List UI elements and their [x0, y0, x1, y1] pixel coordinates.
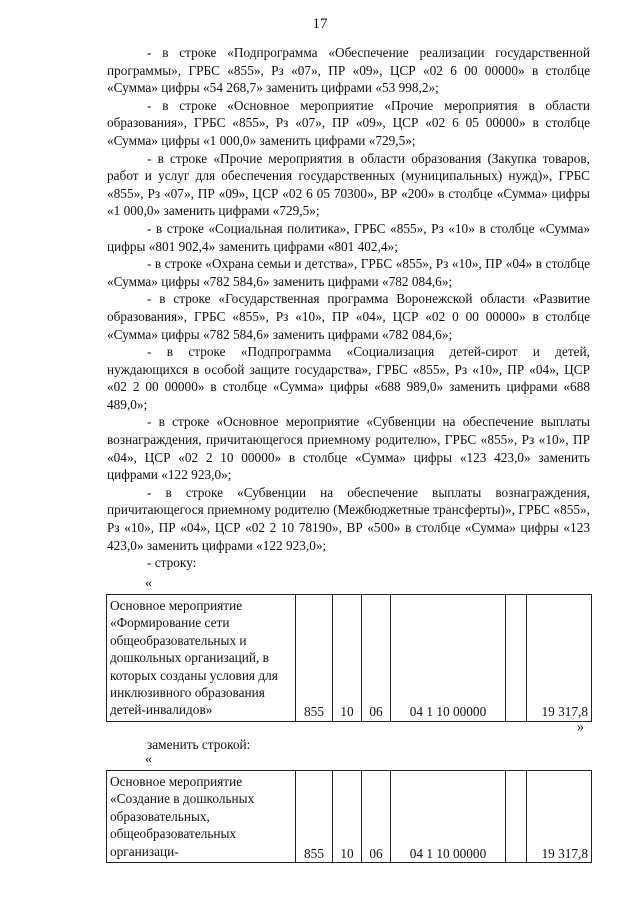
rz-cell: 10 [333, 771, 362, 863]
vr-cell [506, 771, 527, 863]
paragraph: - в строке «Охрана семьи и детства», ГРБС «855», Рз «10», ПР «04» в столбце «Сумма» цифры «782 584,6» заменить цифрами «782 084,6»; [107, 256, 590, 289]
grbs-cell: 855 [296, 771, 333, 863]
replace-label: заменить строкой: [147, 737, 251, 752]
table-row [107, 595, 592, 722]
sum-cell: 19 317,8 [527, 595, 592, 722]
csr-cell: 04 1 10 00000 [391, 771, 506, 863]
page-number: 17 [312, 16, 328, 32]
pr-cell: 06 [362, 595, 391, 722]
body-text [107, 44, 590, 572]
paragraph: - в строке «Прочие мероприятия в области образования (Закупка товаров, работ и услуг для обеспечения государственных (муниципальных) нужд)», ГРБС «855», Рз «07», ПР «09», ЦСР «02 6 05 70300», ВР «200» в столбце «Сумма» цифры «1 000,0» заменить цифрами «729,5»; [107, 150, 590, 219]
pr-cell: 06 [362, 771, 391, 863]
new-row-table [106, 770, 592, 863]
paragraph: - в строке «Подпрограмма «Обеспечение реализации государственной программы», ГРБС «855», Рз «07», ПР «09», ЦСР «02 6 00 00000» в столбце «Сумма» цифры «54 268,7» заменить цифрами «53 998,2»; [107, 45, 590, 96]
table-row [107, 771, 592, 863]
row-name-cell: Основное мероприятие «Формирование сети общеобразовательных и дошкольных организаций, в которых созданы условия для инклюзивного образования детей-инвалидов» [107, 595, 296, 722]
old-row-table [106, 594, 592, 722]
paragraph: - в строке «Основное мероприятие «Прочие мероприятия в области образования», ГРБС «855», Рз «07», ПР «09», ЦСР «02 6 05 00000» в столбце «Сумма» цифры «1 000,0» заменить цифрами «729,5»; [107, 97, 590, 148]
rz-cell: 10 [333, 595, 362, 722]
paragraph: - в строке «Социальная политика», ГРБС «855», Рз «10» в столбце «Сумма» цифры «801 902,4» заменить цифрами «801 402,4»; [107, 220, 590, 254]
stroku-label: - строку: [147, 555, 197, 571]
paragraph: - в строке «Подпрограмма «Социализация детей-сирот и детей, нуждающихся в особой защите государства», ГРБС «855», Рз «10», ПР «04», ЦСР «02 2 00 00000» в столбце «Сумма» цифры «688 989,0» заменить цифрами «688 489,0»; [107, 344, 590, 412]
close-quote: » [577, 720, 584, 735]
paragraph: - в строке «Основное мероприятие «Субвенции на обеспечение выплаты вознаграждения, причитающегося приемному родителю», ГРБС «855», Рз «10», ПР «04», ЦСР «02 2 10 00000» в столбце «Сумма» цифры «123 423,0» заменить цифрами «122 923,0»; [107, 414, 590, 483]
open-quote: « [145, 576, 152, 591]
paragraph: - в строке «Субвенции на обеспечение выплаты вознаграждения, причитающегося приемному родителю (Межбюджетные трансферты)», ГРБС «855», Рз «10», ПР «04», ЦСР «02 2 10 78190», ВР «500» в столбце «Сумма» цифры «123 423,0» заменить цифрами «122 923,0»; [107, 484, 590, 553]
open-quote: « [145, 752, 152, 767]
row-name-cell: Основное мероприятие «Создание в дошкольных образовательных, общеобразовательных организаци- [107, 771, 296, 863]
csr-cell: 04 1 10 00000 [391, 595, 506, 722]
paragraph: - в строке «Государственная программа Воронежской области «Развитие образования», ГРБС «855», Рз «10», ПР «04», ЦСР «02 0 00 00000» в столбце «Сумма» цифры «782 584,6» заменить цифрами «782 084,6»; [107, 291, 590, 342]
vr-cell [506, 595, 527, 722]
grbs-cell: 855 [296, 595, 333, 722]
sum-cell: 19 317,8 [527, 771, 592, 863]
